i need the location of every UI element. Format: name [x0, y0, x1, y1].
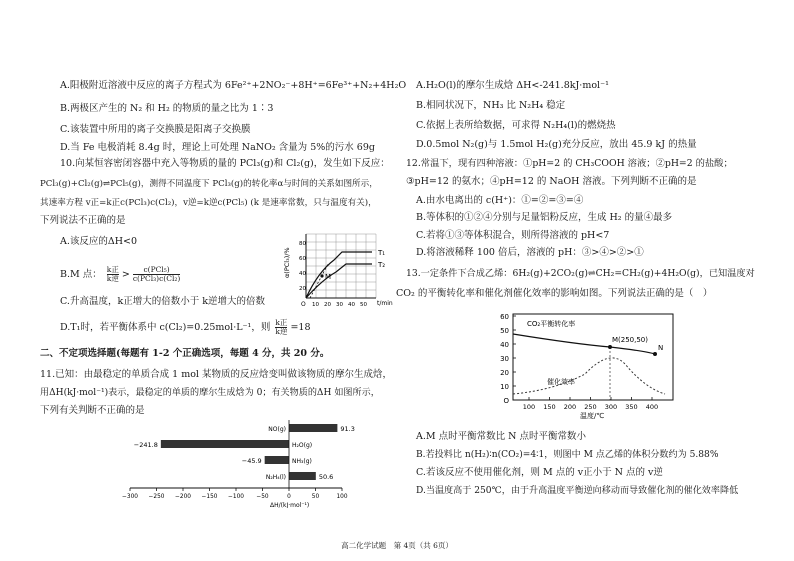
q13-option-c: C.若该反应不使用催化剂，则 M 点的 v正小于 N 点的 v逆 — [416, 467, 663, 478]
q11-option-c: C.依据上表所给数据，可求得 N₂H₄(l)的燃烧热 — [416, 120, 616, 131]
q12-stem-2: ③pH=12 的氨水；④pH=12 的 NaOH 溶液。下列判断不正确的是 — [406, 176, 697, 187]
enthalpy-tick-label: −100 — [228, 494, 244, 500]
q10-question: 下列说法不正确的是 — [40, 215, 126, 226]
co2-y-ticks — [500, 313, 516, 405]
enthalpy-bar-chart — [120, 416, 360, 508]
co2-xtick-label: 350 — [625, 403, 638, 411]
pcl3-ytick-40: 40 — [299, 271, 306, 277]
enthalpy-tick-label: 100 — [336, 494, 348, 500]
label-t1: T₁ — [378, 249, 386, 257]
enthalpy-value-label: −45.9 — [241, 457, 262, 465]
pcl3-dashed-line — [310, 264, 328, 298]
enthalpy-tick-label: −250 — [148, 494, 165, 500]
q10-option-c: C.升高温度，k正增大的倍数小于 k逆增大的倍数 — [60, 296, 265, 307]
catalyst-efficiency-curve — [513, 358, 665, 394]
co2-xtick-label: 400 — [645, 403, 659, 411]
enthalpy-tick-label: −50 — [256, 494, 269, 500]
enthalpy-value-label: 91.3 — [340, 425, 355, 433]
point-n-marker — [653, 352, 657, 356]
enthalpy-bar — [265, 456, 289, 464]
q9-option-a: A.阳极附近溶液中反应的离子方程式为 6Fe²⁺+2NO₂⁻+8H⁺=6Fe³⁺+N₂+4H₂O — [60, 80, 407, 91]
enthalpy-tick-label: −200 — [175, 494, 191, 500]
q11-stem: 11.已知：由最稳定的单质合成 1 mol 某物质的反应焓变叫做该物质的摩尔生成焓， — [40, 369, 392, 380]
co2-xtick-label: 150 — [543, 403, 556, 411]
series-label-co2: CO₂平衡转化率 — [527, 320, 576, 328]
q12-stem: 12.常温下，现有四种溶液：①pH=2 的 CH₃COOH 溶液；②pH=2 的盐酸； — [406, 158, 733, 169]
enthalpy-category-label: H₂O(g) — [292, 442, 313, 449]
q10-rate-equation: 其速率方程 v正=k正c(PCl₃)c(Cl₂)，v逆=k逆c(PCl₅) (k 是速率常数，只与温度有关)， — [40, 198, 377, 208]
enthalpy-value-label: −241.8 — [133, 441, 158, 449]
q12-option-d: D.将溶液稀释 100 倍后，溶液的 pH：③>④>②>① — [416, 247, 644, 258]
enthalpy-tick-label: −150 — [201, 494, 218, 500]
q9-option-b: B.两极区产生的 N₂ 和 H₂ 的物质的量之比为 1∶3 — [60, 103, 274, 114]
section-2-title: 二、不定项选择题(每题有 1-2 个正确选项，每题 4 分，共 20 分。 — [40, 348, 330, 359]
page-footer: 高二化学试题 第 4页（共 6页） — [341, 541, 453, 550]
pcl3-xtick-30: 30 — [336, 302, 343, 308]
q12-option-a: A.由水电离出的 c(H⁺)：①=②=③=④ — [416, 195, 584, 206]
fraction-k2: k正 k逆 — [275, 318, 288, 336]
pcl3-xtick-40: 40 — [348, 302, 355, 308]
q10-option-d: D.T₁时，若平衡体系中 c(Cl₂)=0.25mol·L⁻¹，则 k正 k逆 =18 — [60, 318, 311, 336]
pcl3-grid — [306, 234, 376, 298]
q11-option-b: B.相同状况下，NH₃ 比 N₂H₄ 稳定 — [416, 100, 566, 111]
co2-ytick-label: 60 — [500, 313, 509, 321]
fraction-k: k正 k逆 — [106, 265, 119, 283]
enthalpy-bar — [289, 472, 316, 480]
q13-option-d: D.当温度高于 250℃，由于升高温度平衡逆向移动而导致催化剂的催化效率降低 — [416, 486, 739, 496]
pcl3-xtick-0: O — [301, 301, 306, 308]
q13-stem: 13.一定条件下合成乙烯：6H₂(g)+2CO₂(g)⇌CH₂=CH₂(g)+4H₂O(g)，已知温度对 — [406, 268, 755, 279]
q13-option-a: A.M 点时平衡常数比 N 点时平衡常数小 — [416, 431, 586, 442]
q11-option-a: A.H₂O(l)的摩尔生成焓 ΔH<-241.8kJ·mol⁻¹ — [416, 80, 609, 91]
point-m-marker — [320, 274, 323, 277]
pcl3-ylabel: α(PCl₃)/% — [283, 247, 291, 278]
pcl3-ytick-60: 60 — [299, 256, 306, 262]
pcl3-conversion-chart — [280, 228, 398, 308]
enthalpy-bars — [134, 424, 355, 481]
point-n-label: N — [658, 344, 664, 352]
series-label-catalyst: 催化效率 — [547, 378, 575, 386]
enthalpy-bar — [161, 440, 289, 448]
enthalpy-category-label: NH₃(g) — [292, 458, 312, 465]
pcl3-xtick-50: 50 — [360, 302, 367, 308]
pcl3-xtick-20: 20 — [324, 302, 331, 308]
pcl3-ytick-20: 20 — [299, 286, 306, 292]
q10-option-a: A.该反应的ΔH<0 — [60, 236, 138, 247]
co2-conversion-chart — [485, 308, 715, 420]
pcl3-ytick-80: 80 — [299, 241, 306, 247]
co2-xtick-label: 300 — [604, 403, 618, 411]
co2-ytick-label: 40 — [500, 341, 509, 349]
co2-xtick-label: 250 — [584, 403, 597, 411]
enthalpy-tick-label: 50 — [311, 494, 320, 500]
co2-xtick-label: 200 — [563, 403, 577, 411]
q10-option-b: B.M 点： k正 k逆 > c(PCl₅) c(PCl₃)c(Cl₂) — [60, 265, 181, 283]
point-m-label-co2: M(250,50) — [612, 336, 648, 344]
co2-xlabel: 温度/℃ — [580, 412, 605, 420]
enthalpy-tick-label: −300 — [122, 494, 138, 500]
q11-option-d: D.0.5mol N₂(g)与 1.5mol H₂(g)充分反应，放出 45.9 kJ 的热量 — [416, 139, 697, 150]
q9-option-d: D.当 Fe 电极消耗 8.4g 时，理论上可处理 NaNO₂ 含量为 5%的污水 69g — [60, 142, 375, 153]
enthalpy-xlabel: ΔH/(kJ·mol⁻¹) — [270, 502, 310, 508]
co2-xtick-label: 100 — [522, 403, 536, 411]
co2-ytick-label: 30 — [500, 355, 509, 363]
co2-ytick-label: 50 — [500, 327, 509, 335]
co2-ytick-label: 10 — [500, 383, 509, 391]
enthalpy-category-label: NO(g) — [268, 426, 286, 433]
enthalpy-value-label: 50.6 — [318, 473, 334, 481]
q11-question: 下列有关判断不正确的是 — [40, 405, 145, 416]
q10-reaction: PCl₃(g)+Cl₂(g)⇌PCl₅(g)，测得不同温度下 PCl₃(g)的转化率α与时间的关系如图所示， — [40, 179, 378, 189]
q13-stem-2: CO₂ 的平衡转化率和催化剂催化效率的影响如图。下列说法正确的是（ ） — [396, 288, 713, 299]
q10-stem: 10.向某恒容密闭容器中充入等物质的量的 PCl₃(g)和 Cl₂(g)，发生如下反应： — [60, 158, 390, 169]
q12-option-b: B.等体积的①②④分别与足量铝粉反应，生成 H₂ 的量④最多 — [416, 212, 673, 223]
co2-x-ticks — [523, 397, 658, 411]
point-m-label: M — [325, 273, 332, 281]
enthalpy-bar — [289, 424, 337, 432]
fraction-c: c(PCl₅) c(PCl₃)c(Cl₂) — [132, 265, 181, 283]
q12-option-c: C.若将①③等体积混合，则所得溶液的 pH<7 — [416, 230, 610, 241]
co2-ytick-label: 20 — [500, 369, 509, 377]
label-t2: T₂ — [378, 261, 386, 269]
enthalpy-category-label: N₂H₄(l) — [265, 474, 286, 481]
point-m-marker-co2 — [608, 345, 612, 349]
q11-stem-2: 用ΔH(kJ·mol⁻¹)表示，最稳定的单质的摩尔生成焓为 0；有关物质的ΔH 如图所示， — [40, 388, 380, 398]
q13-option-b: B.若投料比 n(H₂)∶n(CO₂)=4∶1，则图中 M 点乙烯的体积分数约为 5.88% — [416, 450, 719, 460]
pcl3-xtick-10: 10 — [312, 302, 319, 308]
pcl3-xlabel: t/min — [377, 300, 393, 307]
q9-option-c: C.该装置中所用的离子交换膜是阳离子交换膜 — [60, 124, 251, 135]
co2-ytick-label: O — [503, 397, 509, 405]
enthalpy-tick-label: 0 — [287, 494, 291, 500]
